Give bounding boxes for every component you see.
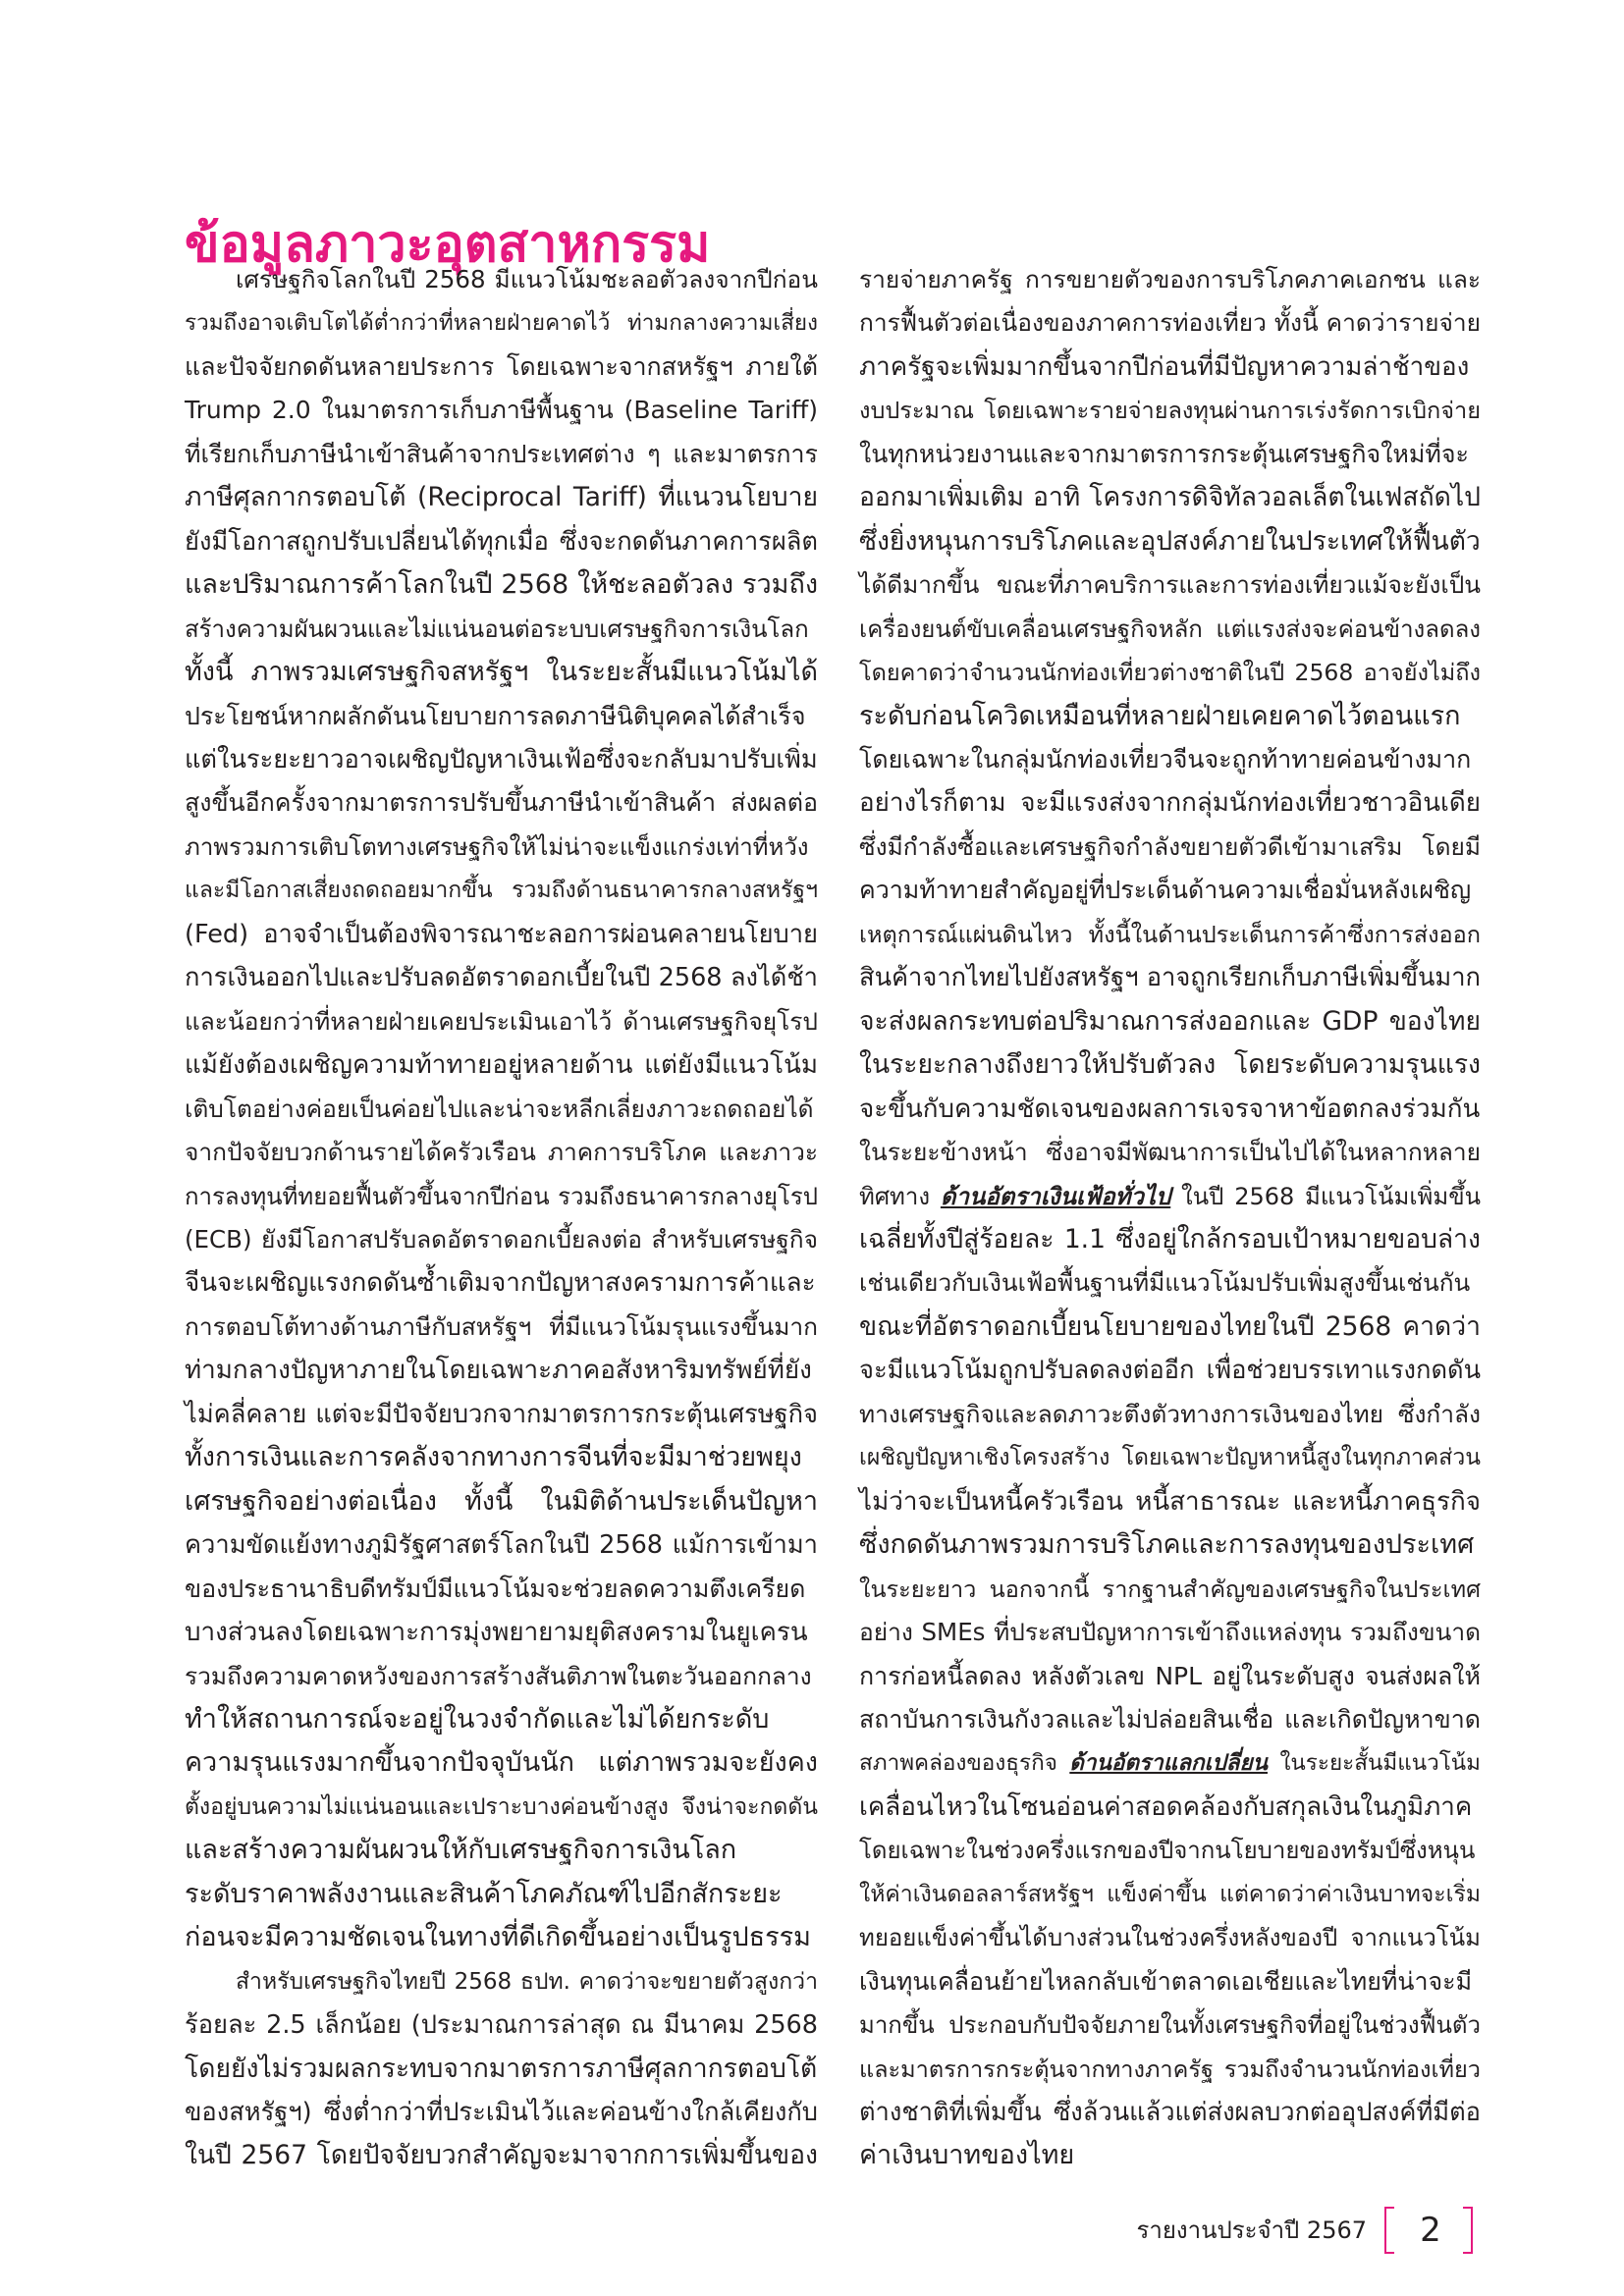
right-column-line: สถาบันการเงินกังวลและไม่ปล่อยสินเชื่อ และเกิดปัญหาขาด (859, 1704, 1481, 1734)
line-text: ในระยะสั้นมีแนวโน้ม (1279, 1750, 1482, 1777)
bracket-right-decoration (1463, 2207, 1473, 2254)
left-column-line: ความขัดแย้งทางภูมิรัฐศาสตร์โลกในปี 2568 แม้การเข้ามา (185, 1530, 818, 1561)
right-column-line: เฉลี่ยทั้งปีสู่ร้อยละ 1.1 ซึ่งอยู่ใกล้กรอบเป้าหมายขอบล่าง (859, 1223, 1481, 1255)
left-column-line: โดยยังไม่รวมผลกระทบจากมาตรการภาษีศุลกากรตอบโต้ (185, 2053, 818, 2084)
left-column-line: การตอบโต้ทางด้านภาษีกับสหรัฐฯ ที่มีแนวโน้มรุนแรงขึ้นมาก (185, 1311, 818, 1341)
right-column-line: เงินทุนเคลื่อนย้ายไหลกลับเข้าตลาดเอเชียและไทยที่น่าจะมี (859, 1966, 1473, 1996)
right-column-line: สินค้าจากไทยไปยังสหรัฐฯ อาจถูกเรียกเก็บภาษีเพิ่มขึ้นมาก (859, 963, 1481, 993)
left-column-line: บางส่วนลงโดยเฉพาะการมุ่งพยายามยุติสงครามในยูเครน (185, 1618, 808, 1648)
left-column-line: ของสหรัฐฯ) ซึ่งต่ำกว่าที่ประเมินไว้และค่อนข้างใกล้เคียงกับ (185, 2098, 818, 2128)
right-column-line (859, 1741, 1481, 1785)
left-column-line: ยังมีโอกาสถูกปรับเปลี่ยนได้ทุกเมื่อ ซึ่งจะกดดันภาคการผลิต (185, 526, 818, 557)
left-column-line: ที่เรียกเก็บภาษีนำเข้าสินค้าจากประเทศต่าง ๆ และมาตรการ (185, 439, 818, 468)
right-column-line: ความท้าทายสำคัญอยู่ที่ประเด็นด้านความเชื่อมั่นหลังเผชิญ (859, 876, 1472, 905)
left-column-line: ร้อยละ 2.5 เล็กน้อย (ประมาณการล่าสุด ณ มีนาคม 2568 (185, 2010, 818, 2041)
left-column-line: (Fed) อาจจำเป็นต้องพิจารณาชะลอการผ่อนคลายนโยบาย (185, 919, 818, 949)
right-column-line: ต่างชาติที่เพิ่มขึ้น ซึ่งล้วนแล้วแต่ส่งผลบวกต่ออุปสงค์ที่มีต่อ (859, 2098, 1481, 2128)
left-column-line: สร้างความผันผวนและไม่แน่นอนต่อระบบเศรษฐกิจการเงินโลก (185, 614, 809, 643)
left-column-line: การลงทุนที่ทยอยฟื้นตัวขึ้นจากปีก่อน รวมถึงธนาคารกลางยุโรป (185, 1182, 818, 1210)
right-column-line: ออกมาเพิ่มเติม อาทิ โครงการดิจิทัลวอลเล็ตในเฟสถัดไป (859, 482, 1481, 513)
right-column-line: เคลื่อนไหวในโซนอ่อนค่าสอดคล้องกับสกุลเงินในภูมิภาค (859, 1791, 1473, 1822)
exchange-rate-section-heading: ด้านอัตราแลกเปลี่ยน (1069, 1750, 1269, 1777)
left-column-line: และน้อยกว่าที่หลายฝ่ายเคยประเมินเอาไว้ ด้านเศรษฐกิจยุโรป (185, 1006, 818, 1036)
right-column-line: ทางเศรษฐกิจและลดภาวะตึงตัวทางการเงินของไทย ซึ่งกำลัง (859, 1399, 1481, 1428)
left-column-line: และปัจจัยกดดันหลายประการ โดยเฉพาะจากสหรัฐฯ ภายใต้ (185, 351, 818, 381)
right-column-line: ซึ่งมีกำลังซื้อและเศรษฐกิจกำลังขยายตัวดีเข้ามาเสริม โดยมี (859, 831, 1481, 861)
left-column-line: เศรษฐกิจอย่างต่อเนื่อง ทั้งนี้ ในมิติด้านประเด็นปัญหา (185, 1485, 818, 1517)
left-column-line: Trump 2.0 ในมาตรการเก็บภาษีพื้นฐาน (Baseline Tariff) (185, 396, 818, 425)
right-column-line: ได้ดีมากขึ้น ขณะที่ภาคบริการและการท่องเที่ยวแม้จะยังเป็น (859, 570, 1481, 600)
inflation-section-heading: ด้านอัตราเงินเฟ้อทั่วไป (940, 1182, 1171, 1210)
footer-report-label: รายงานประจำปี 2567 (1136, 2216, 1367, 2244)
left-column-line: จากปัจจัยบวกด้านรายได้ครัวเรือน ภาคการบริโภค และภาวะ (185, 1138, 818, 1167)
bracket-left-decoration (1384, 2207, 1394, 2254)
line-text: สภาพคล่องของธุรกิจ (859, 1750, 1057, 1777)
right-column-line (859, 1175, 1481, 1218)
right-text-column (859, 258, 1481, 2178)
left-column-line: ท่ามกลางปัญหาภายในโดยเฉพาะภาคอสังหาริมทรัพย์ที่ยัง (185, 1356, 812, 1386)
right-column-line: โดยคาดว่าจำนวนนักท่องเที่ยวต่างชาติในปี 2568 อาจยังไม่ถึง (859, 659, 1481, 687)
left-column-line: สูงขึ้นอีกครั้งจากมาตรการปรับขึ้นภาษีนำเข้าสินค้า ส่งผลต่อ (185, 788, 818, 818)
right-column-line: มากขึ้น ประกอบกับปัจจัยภายในทั้งเศรษฐกิจที่อยู่ในช่วงฟื้นตัว (859, 2011, 1481, 2040)
right-column-line: งบประมาณ โดยเฉพาะรายจ่ายลงทุนผ่านการเร่งรัดการเบิกจ่าย (859, 397, 1481, 425)
left-column-line: เศรษฐกิจโลกในปี 2568 มีแนวโน้มชะลอตัวลงจากปีก่อน (236, 265, 818, 294)
right-column-line: ไม่ว่าจะเป็นหนี้ครัวเรือน หนี้สาธารณะ และหนี้ภาคธุรกิจ (859, 1486, 1481, 1517)
right-column-line: เผชิญปัญหาเชิงโครงสร้าง โดยเฉพาะปัญหาหนี้สูงในทุกภาคส่วน (859, 1445, 1481, 1471)
right-column-line: ในระยะข้างหน้า ซึ่งอาจมีพัฒนาการเป็นไปได้ในหลากหลาย (859, 1138, 1481, 1167)
line-text: ในปี 2568 มีแนวโน้มเพิ่มขึ้น (1181, 1182, 1481, 1210)
left-column-line: ในปี 2567 โดยปัจจัยบวกสำคัญจะมาจากการเพิ่มขึ้นของ (185, 2140, 818, 2171)
left-column-line: ตั้งอยู่บนความไม่แน่นอนและเปราะบางค่อนข้างสูง จึงน่าจะกดดัน (185, 1793, 818, 1820)
left-text-column (185, 258, 818, 2178)
right-column-line: เหตุการณ์แผ่นดินไหว ทั้งนี้ในด้านประเด็นการค้าซึ่งการส่งออก (859, 920, 1481, 948)
right-column-line: โดยเฉพาะในช่วงครึ่งแรกของปีจากนโยบายของทรัมป์ซึ่งหนุน (859, 1837, 1476, 1865)
left-column-line: แม้ยังต้องเผชิญความท้าทายอยู่หลายด้าน แต่ยังมีแนวโน้ม (185, 1050, 818, 1081)
right-column-line: ภาครัฐจะเพิ่มมากขึ้นจากปีก่อนที่มีปัญหาความล่าช้าของ (859, 351, 1470, 382)
right-column-line: ทยอยแข็งค่าขึ้นได้บางส่วนในช่วงครึ่งหลังของปี จากแนวโน้ม (859, 1924, 1481, 1952)
left-column-line: ไม่คลี่คลาย แต่จะมีปัจจัยบวกจากมาตรการกระตุ้นเศรษฐกิจ (185, 1399, 818, 1429)
right-column-line: อย่างไรก็ตาม จะมีแรงส่งจากกลุ่มนักท่องเที่ยวชาวอินเดีย (859, 788, 1481, 819)
right-column-line: ซึ่งยิ่งหนุนการบริโภคและอุปสงค์ภายในประเทศให้ฟื้นตัว (859, 525, 1481, 557)
left-column-line: รวมถึงความคาดหวังของการสร้างสันติภาพในตะวันออกกลาง (185, 1661, 812, 1690)
right-column-line: และมาตรการกระตุ้นจากทางภาครัฐ รวมถึงจำนวนนักท่องเที่ยว (859, 2055, 1481, 2083)
left-column-line: ก่อนจะมีความชัดเจนในทางที่ดีเกิดขึ้นอย่างเป็นรูปธรรม (185, 1922, 811, 1953)
left-column-line: ทั้งนี้ ภาพรวมเศรษฐกิจสหรัฐฯ ในระยะสั้นมีแนวโน้มได้ (185, 657, 818, 688)
left-column-line: ประโยชน์หากผลักดันนโยบายการลดภาษีนิติบุคคลได้สำเร็จ (185, 701, 806, 730)
right-column-line: จะขึ้นกับความชัดเจนของผลการเจรจาหาข้อตกลงร่วมกัน (859, 1094, 1481, 1124)
right-column-line: เช่นเดียวกับเงินเฟ้อพื้นฐานที่มีแนวโน้มปรับเพิ่มสูงขึ้นเช่นกัน (859, 1268, 1471, 1298)
left-column-line: และมีโอกาสเสี่ยงถดถอยมากขึ้น รวมถึงด้านธนาคารกลางสหรัฐฯ (185, 878, 818, 904)
left-column-line: ความรุนแรงมากขึ้นจากปัจจุบันนัก แต่ภาพรวมจะยังคง (185, 1747, 818, 1779)
right-column-line: โดยเฉพาะในกลุ่มนักท่องเที่ยวจีนจะถูกท้าทายค่อนข้างมาก (859, 744, 1472, 774)
left-column-line: รวมถึงอาจเติบโตได้ต่ำกว่าที่หลายฝ่ายคาดไว้ ท่ามกลางความเสี่ยง (185, 310, 818, 337)
right-column-line: ในทุกหน่วยงานและจากมาตรการกระตุ้นเศรษฐกิจใหม่ที่จะ (859, 439, 1469, 468)
right-column-line: ให้ค่าเงินดอลลาร์สหรัฐฯ แข็งค่าขึ้น แต่คาดว่าค่าเงินบาทจะเริ่ม (859, 1881, 1481, 1907)
right-column-line: ซึ่งกดดันภาพรวมการบริโภคและการลงทุนของประเทศ (859, 1529, 1475, 1561)
page-number: 2 (1420, 2211, 1441, 2250)
left-column-line: (ECB) ยังมีโอกาสปรับลดอัตราดอกเบี้ยลงต่อ สำหรับเศรษฐกิจ (185, 1224, 818, 1254)
right-column-line: ระดับก่อนโควิดเหมือนที่หลายฝ่ายเคยคาดไว้ตอนแรก (859, 700, 1461, 731)
left-column-line: จีนจะเผชิญแรงกดดันซ้ำเติมจากปัญหาสงครามการค้าและ (185, 1268, 816, 1299)
right-column-line: จะส่งผลกระทบต่อปริมาณการส่งออกและ GDP ของไทย (859, 1005, 1481, 1037)
right-column-line: การก่อหนี้ลดลง หลังตัวเลข NPL อยู่ในระดับสูง จนส่งผลให้ (859, 1661, 1481, 1690)
right-column-line: ขณะที่อัตราดอกเบี้ยนโยบายของไทยในปี 2568 คาดว่า (859, 1310, 1481, 1342)
left-column-line: สำหรับเศรษฐกิจไทยปี 2568 ธปท. คาดว่าจะขยายตัวสูงกว่า (236, 1968, 818, 1995)
left-column-line: ทั้งการเงินและการคลังจากทางการจีนที่จะมีมาช่วยพยุง (185, 1442, 802, 1473)
left-column-line: และสร้างความผันผวนให้กับเศรษฐกิจการเงินโลก (185, 1835, 737, 1866)
right-column-line: เครื่องยนต์ขับเคลื่อนเศรษฐกิจหลัก แต่แรงส่งจะค่อนข้างลดลง (859, 614, 1481, 643)
right-column-line: ในระยะกลางถึงยาวให้ปรับตัวลง โดยระดับความรุนแรง (859, 1049, 1481, 1081)
page-title: ข้อมูลภาวะอุตสาหกรรม (185, 215, 711, 274)
left-column-line: แต่ในระยะยาวอาจเผชิญปัญหาเงินเฟ้อซึ่งจะกลับมาปรับเพิ่ม (185, 744, 818, 774)
left-column-line: ภาพรวมการเติบโตทางเศรษฐกิจให้ไม่น่าจะแข็งแกร่งเท่าที่หวัง (185, 832, 809, 861)
right-column-line: จะมีแนวโน้มถูกปรับลดลงต่ออีก เพื่อช่วยบรรเทาแรงกดดัน (859, 1356, 1481, 1386)
left-column-line: การเงินออกไปและปรับลดอัตราดอกเบี้ยในปี 2568 ลงได้ช้า (185, 963, 818, 993)
right-column-line: อย่าง SMEs ที่ประสบปัญหาการเข้าถึงแหล่งทุน รวมถึงขนาด (859, 1618, 1481, 1647)
left-column-line: ทำให้สถานการณ์จะอยู่ในวงจำกัดและไม่ได้ยกระดับ (185, 1703, 770, 1735)
left-column-line: ระดับราคาพลังงานและสินค้าโภคภัณฑ์ไปอีกสักระยะ (185, 1878, 783, 1909)
line-text: ทิศทาง (859, 1182, 931, 1210)
right-column-line: ในระยะยาว นอกจากนี้ รากฐานสำคัญของเศรษฐกิจในประเทศ (859, 1575, 1481, 1603)
left-column-line: ของประธานาธิบดีทรัมป์มีแนวโน้มจะช่วยลดความตึงเครียด (185, 1574, 806, 1603)
left-column-line: และปริมาณการค้าโลกในปี 2568 ให้ชะลอตัวลง รวมถึง (185, 569, 818, 601)
right-column-line: ค่าเงินบาทของไทย (859, 2140, 1075, 2171)
right-column-line: รายจ่ายภาครัฐ การขยายตัวของการบริโภคภาคเอกชน และ (859, 265, 1481, 294)
right-column-line: การฟื้นตัวต่อเนื่องของภาคการท่องเที่ยว ทั้งนี้ คาดว่ารายจ่าย (859, 308, 1481, 338)
left-column-line: เติบโตอย่างค่อยเป็นค่อยไปและน่าจะหลีกเลี่ยงภาวะถดถอยได้ (185, 1094, 814, 1123)
left-column-line: ภาษีศุลกากรตอบโต้ (Reciprocal Tariff) ที่แนวนโยบาย (185, 482, 818, 513)
